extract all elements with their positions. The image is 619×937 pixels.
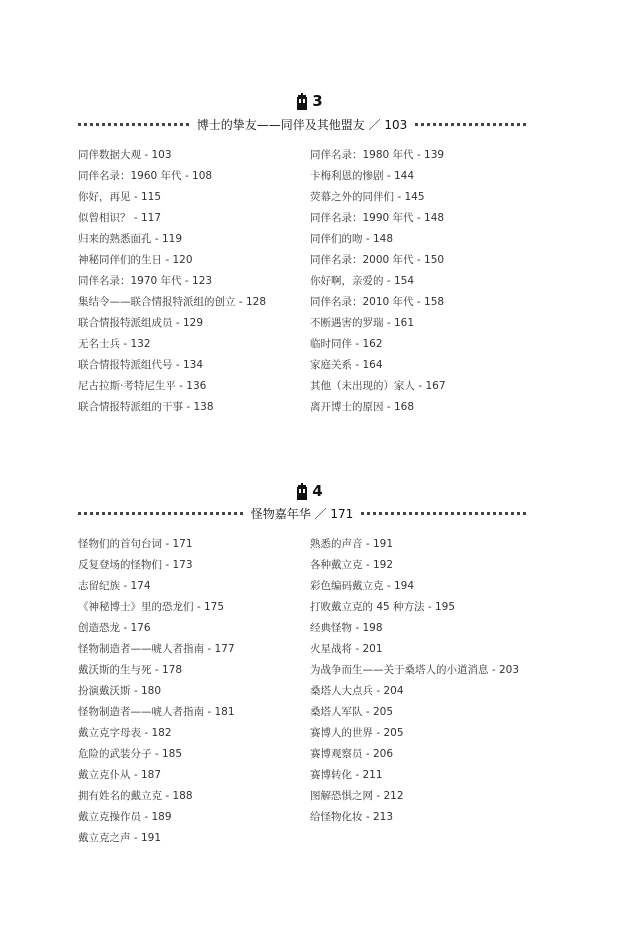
chapter-3-title-row <box>78 116 526 132</box>
toc-entry[interactable]: 似曾相识？ - 117 <box>78 212 162 224</box>
toc-entry[interactable]: 家庭关系 - 164 <box>310 359 383 371</box>
toc-entry[interactable]: 戴立克之声 - 191 <box>78 832 162 844</box>
toc-entry[interactable]: 同伴数据大观 - 103 <box>78 149 172 161</box>
toc-entry[interactable]: 联合情报特派组代号 - 134 <box>78 359 204 371</box>
toc-entry[interactable]: 火星战将 - 201 <box>310 643 383 655</box>
dotted-rule-left <box>78 123 189 126</box>
toc-entry[interactable]: 赛博观察员 - 206 <box>310 748 394 760</box>
toc-entry[interactable]: 怪物制造者——唬人者指南 - 177 <box>78 643 235 655</box>
toc-entry[interactable]: 同伴名录：1960 年代 - 108 <box>78 170 213 182</box>
police-box-icon <box>296 93 308 110</box>
toc-entry[interactable]: 赛博转化 - 211 <box>310 769 383 781</box>
toc-right-column <box>310 534 550 828</box>
chapter-3-header <box>0 92 619 116</box>
toc-right-column <box>310 145 550 418</box>
toc-entry[interactable]: 经典怪物 - 198 <box>310 622 383 634</box>
chapter-4-header <box>0 482 619 506</box>
toc-entry[interactable]: 无名士兵 - 132 <box>78 338 151 350</box>
toc-entry[interactable]: 联合情报特派组的干事 - 138 <box>78 401 214 413</box>
toc-entry[interactable]: 同伴名录：2010 年代 - 158 <box>310 296 445 308</box>
toc-entry[interactable]: 其他（未出现的）家人 - 167 <box>310 380 446 392</box>
toc-entry[interactable]: 不断遇害的罗瑞 - 161 <box>310 317 415 329</box>
dotted-rule-right <box>415 123 526 126</box>
toc-entry[interactable]: 同伴名录：1970 年代 - 123 <box>78 275 213 287</box>
toc-entry[interactable]: 为战争而生——关于桑塔人的小道消息 - 203 <box>310 664 520 676</box>
toc-entry[interactable]: 怪物制造者——唬人者指南 - 181 <box>78 706 235 718</box>
chapter-number: 4 <box>312 482 323 500</box>
toc-entry[interactable]: 图解恐惧之网 - 212 <box>310 790 404 802</box>
chapter-4-title-row <box>78 505 526 521</box>
toc-entry[interactable]: 给怪物化妆 - 213 <box>310 811 394 823</box>
toc-entry[interactable]: 尼古拉斯·考特尼生平 - 136 <box>78 380 207 392</box>
toc-entry[interactable]: 各种戴立克 - 192 <box>310 559 394 571</box>
toc-entry[interactable]: 荧幕之外的同伴们 - 145 <box>310 191 425 203</box>
toc-entry[interactable]: 危险的武装分子 - 185 <box>78 748 183 760</box>
toc-entry[interactable]: 神秘同伴们的生日 - 120 <box>78 254 193 266</box>
toc-entry[interactable]: 怪物们的首句台词 - 171 <box>78 538 193 550</box>
toc-entry[interactable]: 同伴们的吻 - 148 <box>310 233 394 245</box>
toc-entry[interactable]: 离开博士的原因 - 168 <box>310 401 415 413</box>
toc-left-column <box>78 534 318 849</box>
dotted-rule-left <box>78 512 243 515</box>
toc-entry[interactable]: 联合情报特派组成员 - 129 <box>78 317 204 329</box>
toc-entry[interactable]: 戴立克仆从 - 187 <box>78 769 162 781</box>
toc-entry[interactable]: 彩色编码戴立克 - 194 <box>310 580 415 592</box>
toc-entry[interactable]: 卡梅利恩的惨剧 - 144 <box>310 170 415 182</box>
toc-left-column <box>78 145 318 418</box>
toc-entry[interactable]: 同伴名录：1990 年代 - 148 <box>310 212 445 224</box>
toc-entry[interactable]: 戴立克操作员 - 189 <box>78 811 172 823</box>
chapter-title: 怪物嘉年华 ／ 171 <box>250 506 354 521</box>
toc-entry[interactable]: 熟悉的声音 - 191 <box>310 538 394 550</box>
toc-entry[interactable]: 反复登场的怪物们 - 173 <box>78 559 193 571</box>
toc-entry[interactable]: 临时同伴 - 162 <box>310 338 383 350</box>
toc-entry[interactable]: 戴沃斯的生与死 - 178 <box>78 664 183 676</box>
dotted-rule-right <box>361 512 526 515</box>
chapter-number: 3 <box>312 92 323 110</box>
toc-entry[interactable]: 桑塔人大点兵 - 204 <box>310 685 404 697</box>
toc-entry[interactable]: 打败戴立克的 45 种方法 - 195 <box>310 601 456 613</box>
toc-entry[interactable]: 同伴名录：2000 年代 - 150 <box>310 254 445 266</box>
toc-entry[interactable]: 扮演戴沃斯 - 180 <box>78 685 162 697</box>
toc-entry[interactable]: 拥有姓名的戴立克 - 188 <box>78 790 193 802</box>
toc-entry[interactable]: 创造恐龙 - 176 <box>78 622 151 634</box>
toc-entry[interactable]: 你好啊，亲爱的 - 154 <box>310 275 415 287</box>
toc-entry[interactable]: 桑塔人军队 - 205 <box>310 706 394 718</box>
toc-entry[interactable]: 同伴名录：1980 年代 - 139 <box>310 149 445 161</box>
chapter-title: 博士的挚友——同伴及其他盟友 ／ 103 <box>196 117 408 132</box>
toc-entry[interactable]: 你好，再见 - 115 <box>78 191 162 203</box>
toc-entry[interactable]: 归来的熟悉面孔 - 119 <box>78 233 183 245</box>
police-box-icon <box>296 483 308 500</box>
toc-entry[interactable]: 志留纪族 - 174 <box>78 580 151 592</box>
toc-entry[interactable]: 戴立克字母表 - 182 <box>78 727 172 739</box>
toc-entry[interactable]: 集结令——联合情报特派组的创立 - 128 <box>78 296 267 308</box>
toc-entry[interactable]: 《神秘博士》里的恐龙们 - 175 <box>78 601 225 613</box>
toc-entry[interactable]: 赛博人的世界 - 205 <box>310 727 404 739</box>
